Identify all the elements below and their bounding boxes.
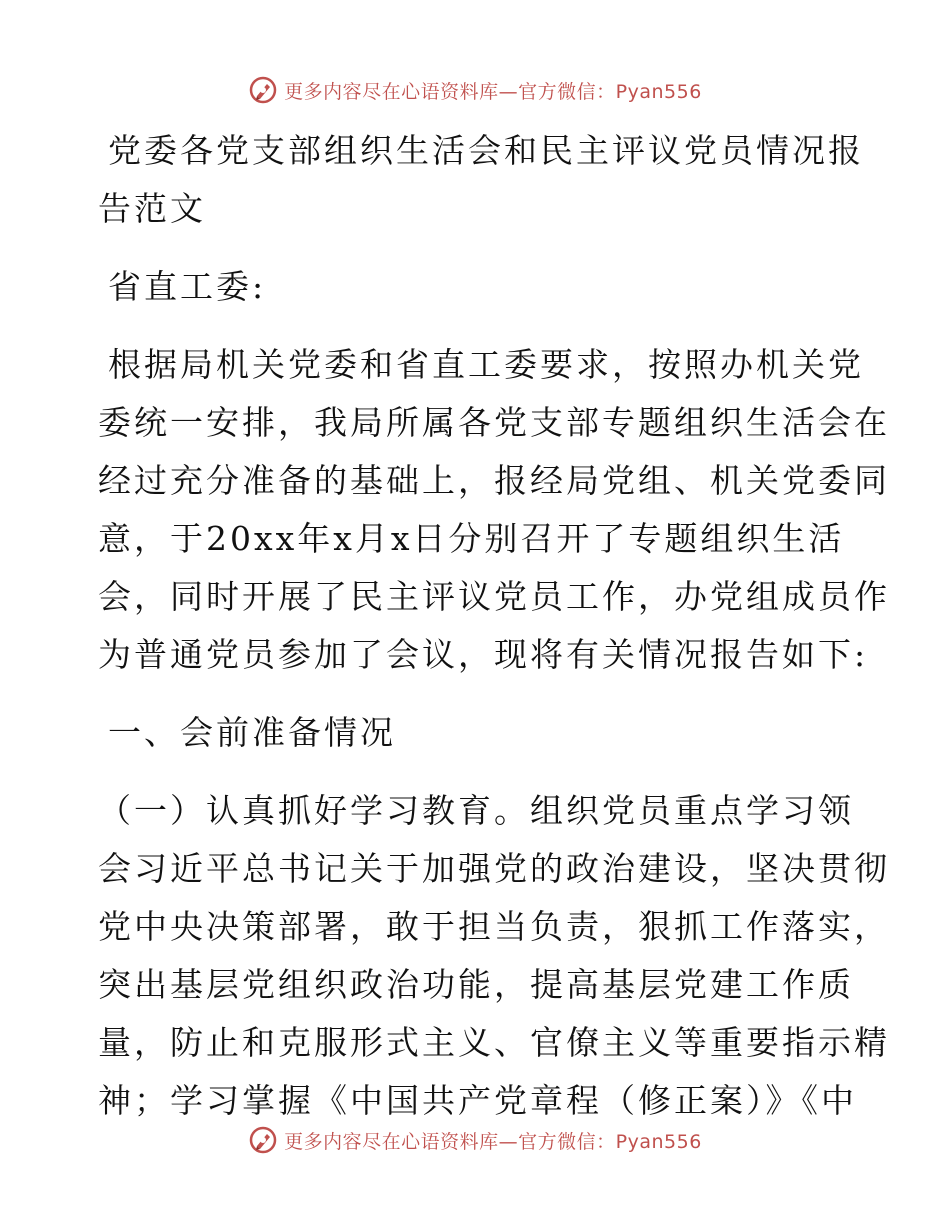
header-watermark	[0, 70, 950, 110]
watermark-text: 更多内容尽在心语资料库—官方微信：Pyan556	[284, 80, 702, 103]
salutation: 省直工委:	[108, 267, 267, 306]
paragraph-line: 会习近平总书记关于加强党的政治建设，坚决贯彻	[98, 849, 890, 888]
paragraph-line: 党中央决策部署，敢于担当负责，狠抓工作落实，	[98, 907, 890, 946]
footer-watermark	[0, 1120, 950, 1160]
paragraph-line: 突出基层党组织政治功能，提高基层党建工作质	[98, 965, 854, 1004]
paragraph-line: 为普通党员参加了会议，现将有关情况报告如下:	[98, 635, 869, 674]
paragraph-line: （一）认真抓好学习教育。组织党员重点学习领	[98, 791, 854, 830]
paragraph-line: 根据局机关党委和省直工委要求，按照办机关党	[108, 345, 864, 384]
paragraph-line: 意，于20xx年x月x日分别召开了专题组织生活	[98, 519, 845, 558]
paragraph-line: 经过充分准备的基础上，报经局党组、机关党委同	[98, 461, 890, 500]
document-body	[98, 122, 890, 1130]
paragraph-line: 委统一安排，我局所属各党支部专题组织生活会在	[98, 403, 890, 442]
paragraph-line: 神；学习掌握《中国共产党章程（修正案）》《中	[98, 1081, 857, 1120]
section-heading: 一、会前准备情况	[108, 713, 396, 752]
paragraph-line: 会，同时开展了民主评议党员工作，办党组成员作	[98, 577, 890, 616]
paragraph-line: 量，防止和克服形式主义、官僚主义等重要指示精	[98, 1023, 890, 1062]
document-title-line-1: 党委各党支部组织生活会和民主评议党员情况报	[108, 131, 864, 170]
watermark-text: 更多内容尽在心语资料库—官方微信：Pyan556	[284, 1130, 702, 1153]
document-title-line-2: 告范文	[98, 189, 206, 228]
pen-logo-icon	[248, 75, 278, 105]
pen-logo-icon	[248, 1125, 278, 1155]
